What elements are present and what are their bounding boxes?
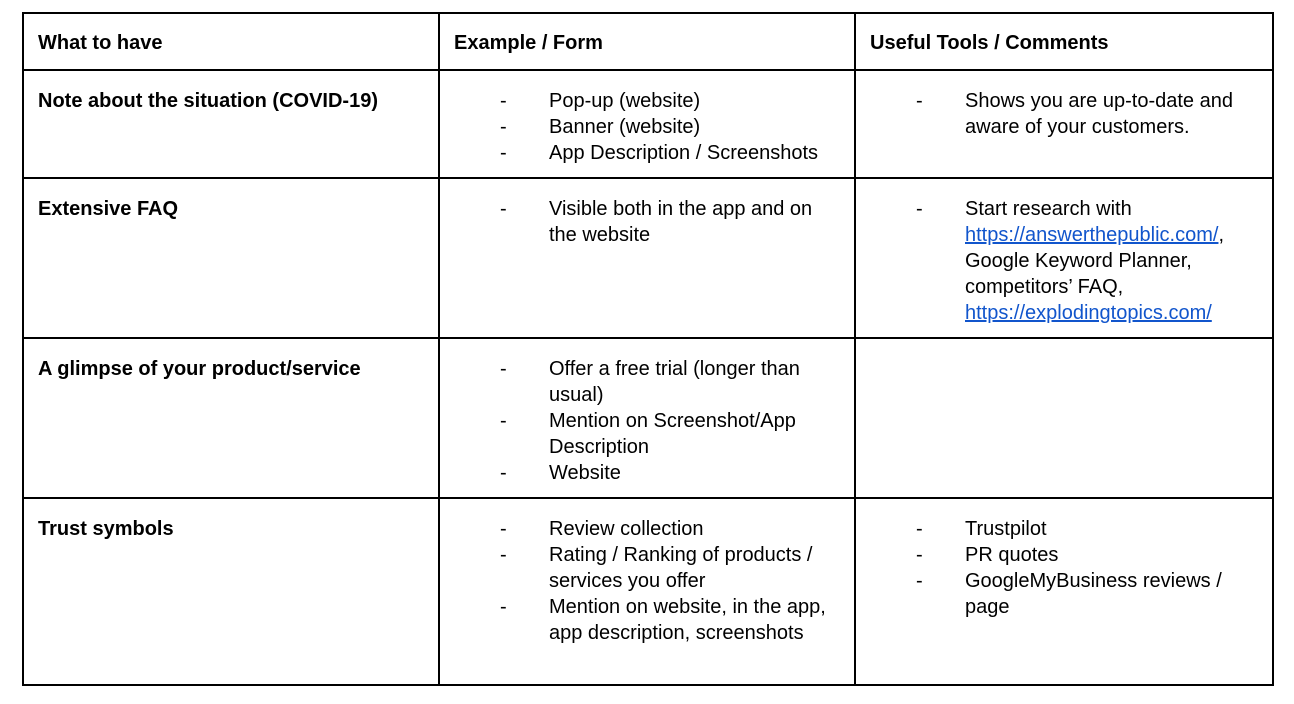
examples-list — [454, 196, 840, 248]
table-row — [23, 178, 1273, 338]
list-item: - Banner (website) — [454, 114, 840, 140]
tools-intro-text: Start research with — [965, 198, 1132, 220]
header-what-to-have: What to have — [23, 13, 439, 70]
tools-cell — [855, 70, 1273, 178]
content-table — [22, 12, 1274, 686]
examples-cell — [439, 178, 855, 338]
list-item: - Offer a free trial (longer than usual) — [454, 356, 840, 408]
list-item: - Pop-up (website) — [454, 88, 840, 114]
examples-list — [454, 516, 840, 646]
row-label: Trust symbols — [23, 498, 439, 685]
list-item: - PR quotes — [870, 542, 1258, 568]
tools-list — [870, 516, 1258, 620]
row-label: A glimpse of your product/service — [23, 338, 439, 498]
list-item: - Mention on Screenshot/App Description — [454, 408, 840, 460]
examples-cell — [439, 338, 855, 498]
list-item: - App Description / Screenshots — [454, 140, 840, 166]
list-item — [870, 196, 1258, 326]
tools-list — [870, 88, 1258, 140]
header-row — [23, 13, 1273, 70]
examples-list — [454, 88, 840, 166]
tools-middle-text: , Google Keyword Planner, competitors’ FAQ, — [965, 224, 1225, 298]
list-item: - Website — [454, 460, 840, 486]
list-item: - Review collection — [454, 516, 840, 542]
list-item: - Mention on website, in the app, app description, screenshots — [454, 594, 840, 646]
table-row — [23, 338, 1273, 498]
tools-cell — [855, 498, 1273, 685]
examples-cell — [439, 498, 855, 685]
tools-cell-empty — [855, 338, 1273, 498]
table-row — [23, 498, 1273, 685]
list-item: - GoogleMyBusiness reviews / page — [870, 568, 1258, 620]
list-item: - Visible both in the app and on the website — [454, 196, 840, 248]
table-row — [23, 70, 1273, 178]
row-label: Note about the situation (COVID-19) — [23, 70, 439, 178]
explodingtopics-link[interactable]: https://explodingtopics.com/ — [965, 302, 1212, 324]
answerthepublic-link[interactable]: https://answerthepublic.com/ — [965, 224, 1219, 246]
examples-cell — [439, 70, 855, 178]
tools-list — [870, 196, 1258, 326]
tools-cell — [855, 178, 1273, 338]
header-example-form: Example / Form — [439, 13, 855, 70]
list-item: - Trustpilot — [870, 516, 1258, 542]
list-item: - Shows you are up-to-date and aware of your customers. — [870, 88, 1258, 140]
list-item: - Rating / Ranking of products / services you offer — [454, 542, 840, 594]
row-label: Extensive FAQ — [23, 178, 439, 338]
examples-list — [454, 356, 840, 486]
header-useful-tools: Useful Tools / Comments — [855, 13, 1273, 70]
